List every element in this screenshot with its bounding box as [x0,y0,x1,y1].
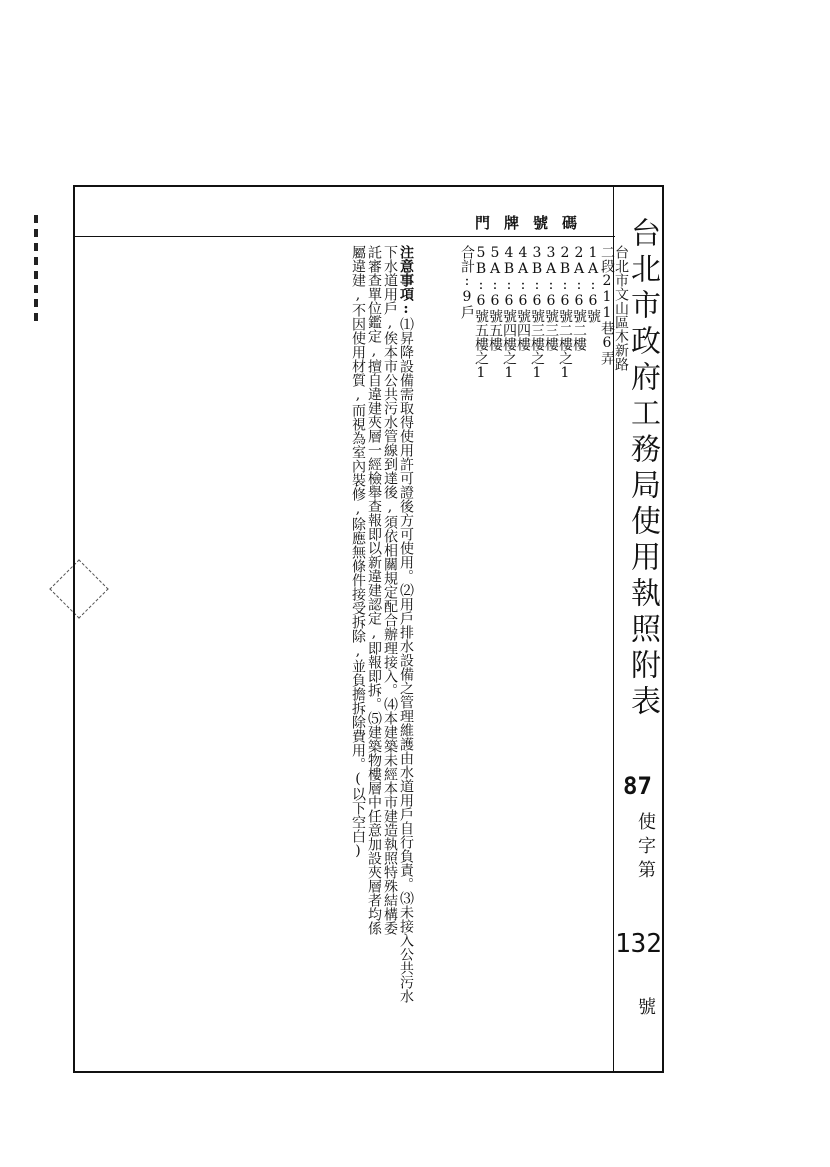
license-number: 132 [615,929,662,959]
address-line: 2A:6號二樓 [571,245,587,351]
address-line: 3A:6號三樓 [543,245,559,351]
license-year: 87 [623,772,652,800]
license-type-label: 使字第 [635,812,656,884]
address-line: 5B:6號五樓之1 [473,245,489,381]
header-rule [75,236,615,237]
address-line: 二段211巷6弄 [599,245,615,365]
address-line: 4A:6號四樓 [515,245,531,351]
notes-line: 屬違建,不因使用材質,而視為室內裝修,除應無條件接受拆除,並負擔拆除費用。(以下空白) [350,245,366,859]
notes-section [350,245,414,1003]
address-line: 5A:6號五樓 [487,245,503,351]
license-attachment-form [73,185,664,1073]
address-line: 2B:6號二樓之1 [557,245,573,381]
doorplate-header: 門牌號碼 [475,214,592,232]
form-title: 台北市政府工務局使用執照附表 [625,217,660,721]
license-number-suffix: 號 [635,997,656,1015]
notes-line: 託審查單位鑑定,擅自違建夾層一經檢舉查報即以新違建認定,即報即拆。⑸建築物樓層中任意加設夾層者均係 [366,245,382,935]
address-line: 1A:6號 [585,245,601,323]
address-line: 台北市文山區木新路 [613,245,629,371]
notes-label: 注意事項: [398,245,414,317]
address-line: 3B:6號三樓之1 [529,245,545,381]
scan-binding-edge [34,215,38,325]
address-line: 4B:6號四樓之1 [501,245,517,381]
address-total: 合計:9戶 [459,245,475,319]
address-list [460,245,628,381]
notes-line: ⑴昇降設備需取得使用許可證後方可使用。⑵用戶排水設備之管理維護由水道用戶自行負責。⑶未接入公共污水 [398,317,414,1003]
notes-line: 下水道用戶,俟本市公共污水管線到達後,須依相關規定配合辦理接入。⑷本建築未經本市建造執照特殊結構委 [382,245,398,935]
